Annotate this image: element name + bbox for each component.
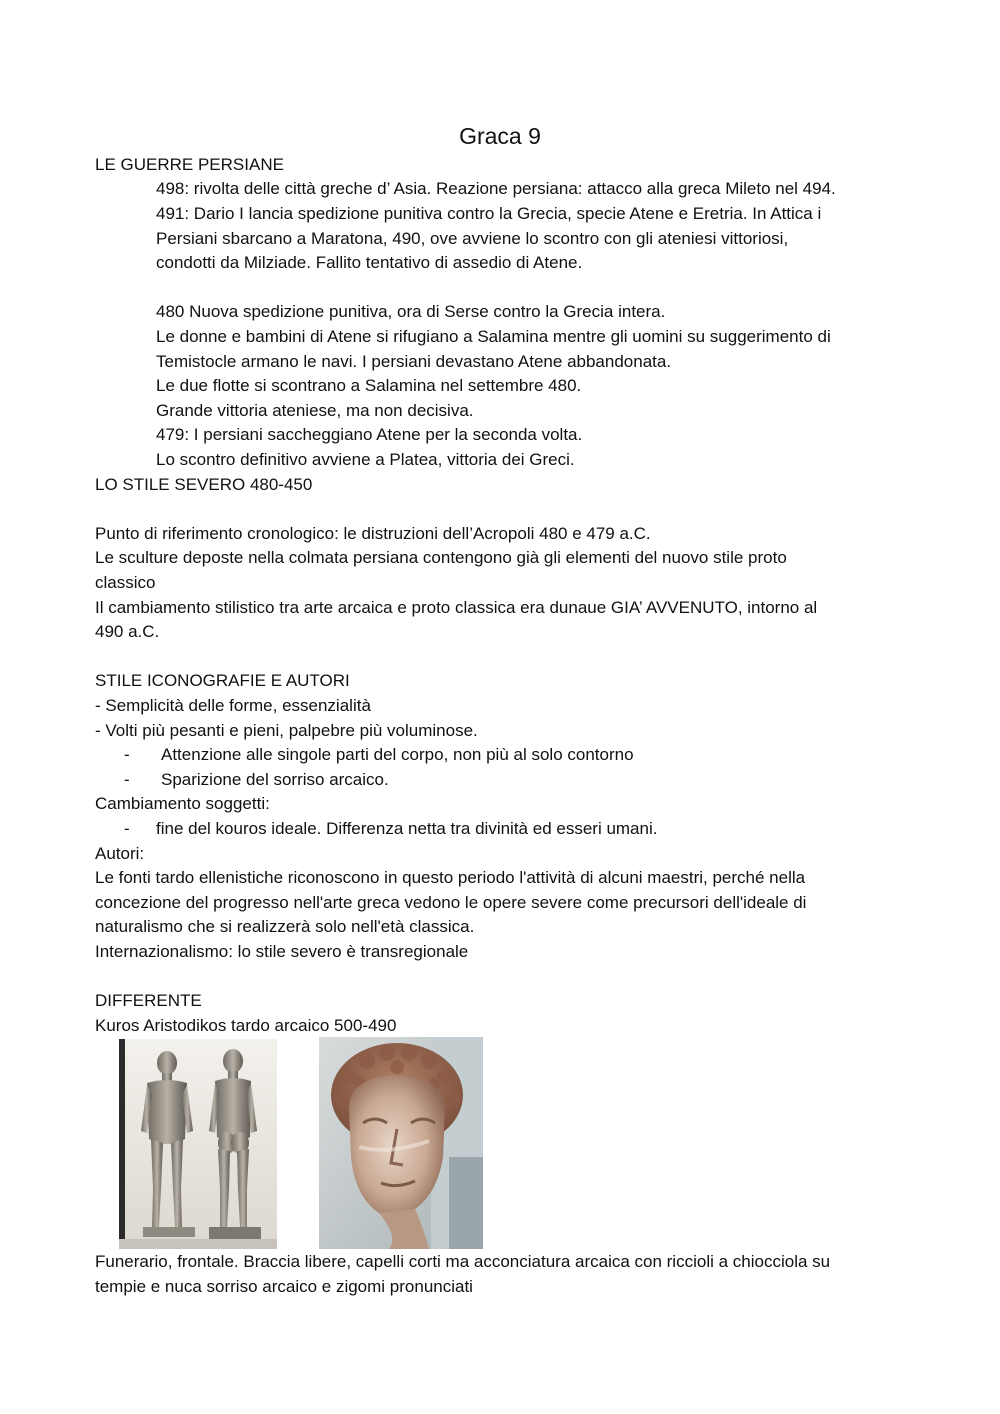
list-item-continuation: 479: I persiani saccheggiano Atene per la seconda volta. (156, 425, 583, 444)
dash-marker: - (124, 770, 130, 789)
list-item: Le donne e bambini di Atene si rifugiano a Salamina mentre gli uomini su suggerimento di (156, 327, 831, 346)
kouros-caption: Kuros Aristodikos tardo arcaico 500-490 (95, 1016, 397, 1035)
list-item: 480 Nuova spedizione punitiva, ora di Serse contro la Grecia intera. (156, 302, 666, 321)
dash-marker: - (124, 745, 130, 764)
heading-style-iconography: STILE ICONOGRAFIE E AUTORI (95, 671, 350, 690)
list-item-continuation: Persiani sbarcano a Maratona, 490, ove avviene lo scontro con gli ateniesi vittoriosi, (156, 229, 789, 248)
list-item: fine del kouros ideale. Differenza netta tra divinità ed esseri umani. (156, 819, 658, 838)
paragraph-line: naturalismo che si realizzerà solo nell'età classica. (95, 917, 475, 936)
heading-persian-wars: LE GUERRE PERSIANE (95, 155, 284, 174)
list-item-continuation: Temistocle armano le navi. I persiani devastano Atene abbandonata. (156, 352, 672, 371)
paragraph-line: - Semplicità delle forme, essenzialità (95, 696, 371, 715)
list-item-continuation: Lo scontro definitivo avviene a Platea, vittoria dei Greci. (156, 450, 575, 469)
paragraph-line: Funerario, frontale. Braccia libere, capelli corti ma acconciatura arcaica con riccioli a chiocciola su (95, 1252, 831, 1271)
list-item: Le due flotte si scontrano a Salamina nel settembre 480. (156, 376, 582, 395)
list-item-continuation: Grande vittoria ateniese, ma non decisiva. (156, 401, 474, 420)
paragraph-line: Internazionalismo: lo stile severo è transregionale (95, 942, 469, 961)
paragraph-line: Punto di riferimento cronologico: le distruzioni dell’Acropoli 480 e 479 a.C. (95, 524, 651, 543)
list-item: 491: Dario I lancia spedizione punitiva contro la Grecia, specie Atene e Eretria. In Attica i (156, 204, 822, 223)
paragraph-line: 490 a.C. (95, 622, 160, 641)
paragraph-line: concezione del progresso nell'arte greca vedono le opere severe come precursori dell'ideale di (95, 893, 807, 912)
paragraph-line: Le sculture deposte nella colmata persiana contengono già gli elementi del nuovo stile proto (95, 548, 787, 567)
list-item: Sparizione del sorriso arcaico. (161, 770, 389, 789)
paragraph-line: Autori: (95, 844, 145, 863)
heading-different: DIFFERENTE (95, 991, 202, 1010)
heading-severe-style: LO STILE SEVERO 480-450 (95, 475, 313, 494)
list-item: 498: rivolta delle città greche d’ Asia. Reazione persiana: attacco alla greca Mileto nel 494. (156, 179, 836, 198)
paragraph-line: tempie e nuca sorriso arcaico e zigomi pronunciati (95, 1277, 473, 1296)
document-title: Graca 9 (459, 123, 541, 149)
dash-marker: - (124, 819, 130, 838)
kouros-statue-image (119, 1039, 277, 1249)
paragraph-line: Il cambiamento stilistico tra arte arcaica e proto classica era dunaue GIA’ AVVENUTO, intorno al (95, 598, 818, 617)
list-item-continuation: condotti da Milziade. Fallito tentativo di assedio di Atene. (156, 253, 583, 272)
paragraph-line: Cambiamento soggetti: (95, 794, 270, 813)
paragraph-line: classico (95, 573, 156, 592)
paragraph-line: Le fonti tardo ellenistiche riconoscono in questo periodo l'attività di alcuni maestri, perché nella (95, 868, 806, 887)
paragraph-line: - Volti più pesanti e pieni, palpebre più voluminose. (95, 721, 478, 740)
marble-head-image (319, 1037, 483, 1249)
list-item: Attenzione alle singole parti del corpo, non più al solo contorno (161, 745, 634, 764)
